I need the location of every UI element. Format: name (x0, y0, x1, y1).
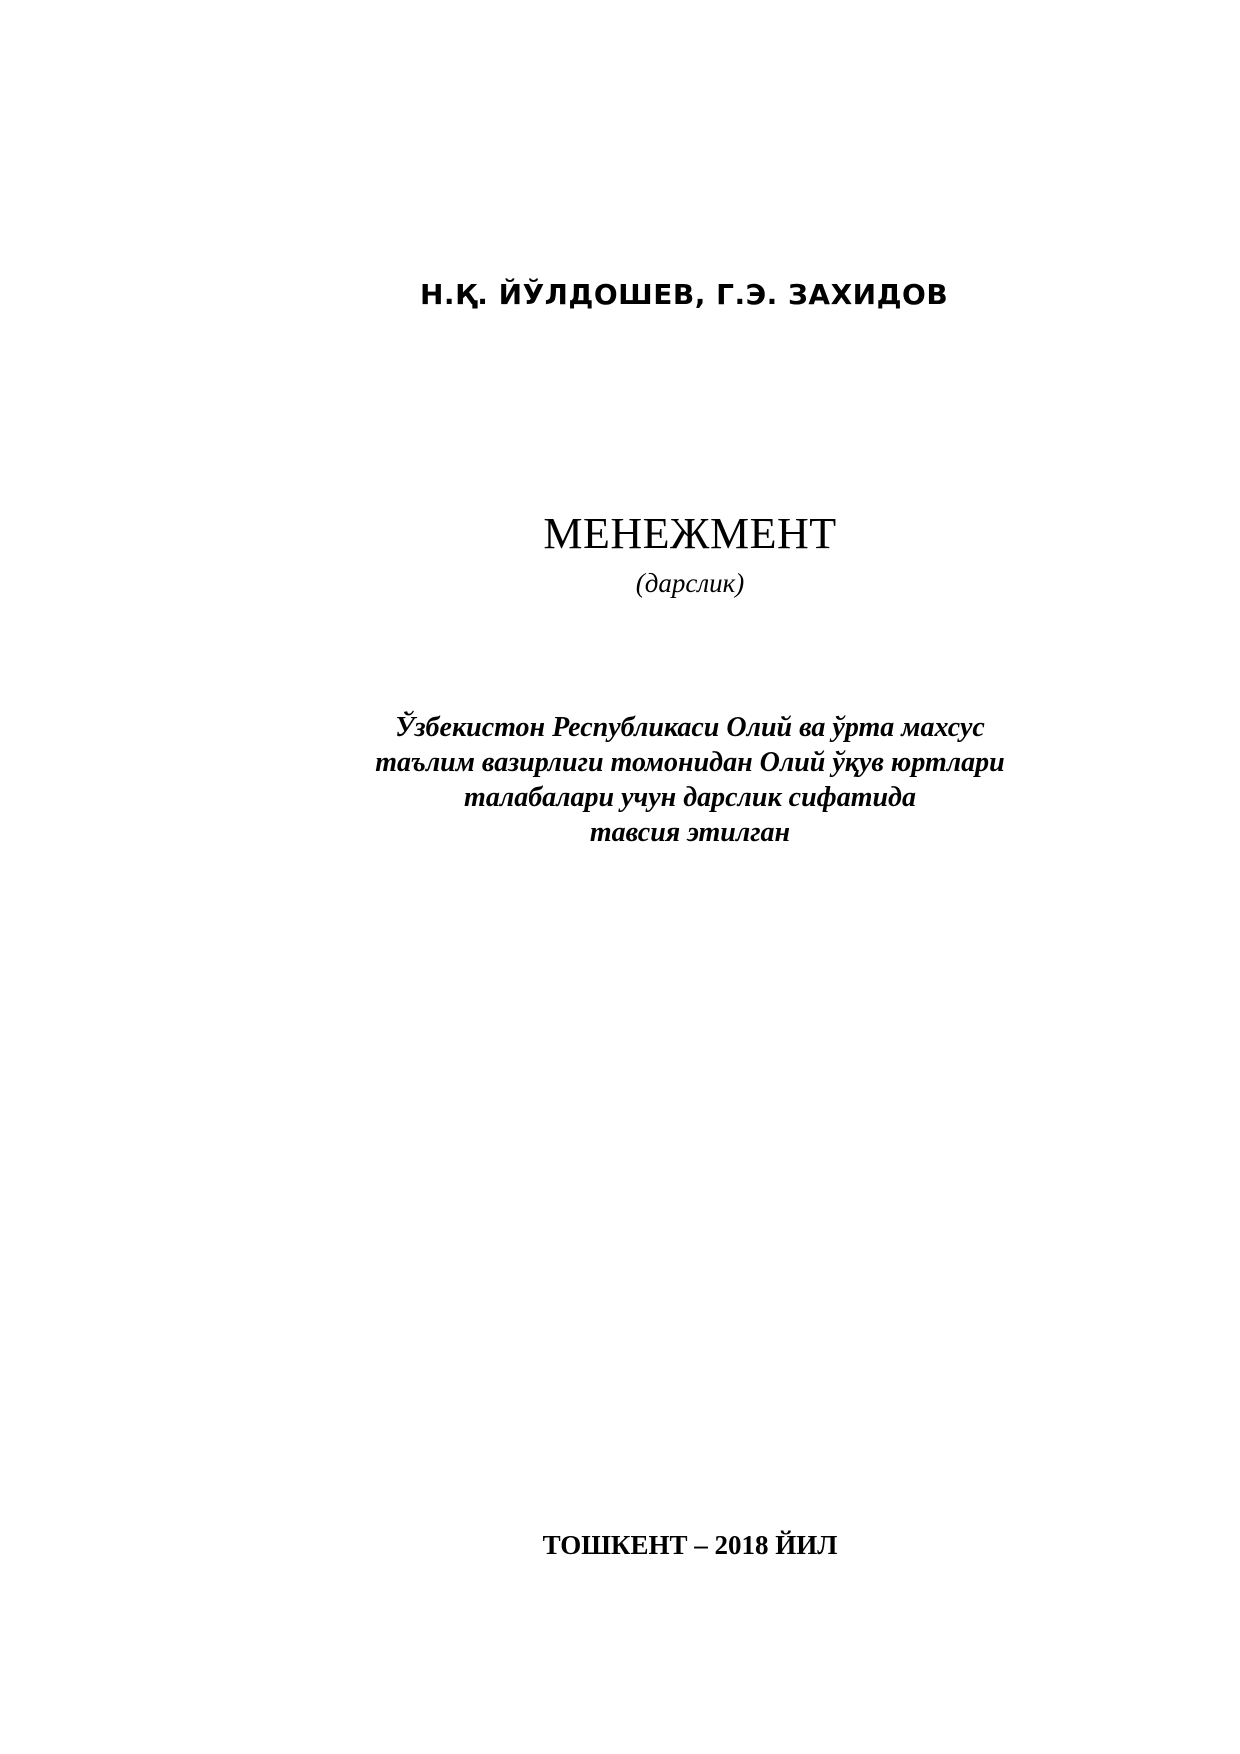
book-subtitle: (дарслик) (635, 568, 745, 598)
place-and-year: ТОШКЕНТ – 2018 ЙИЛ (542, 1530, 838, 1560)
book-title: МЕНЕЖМЕНТ (543, 509, 837, 558)
authors: Н.Қ. ЙЎЛДОШЕВ, Г.Э. ЗАХИДОВ (420, 278, 949, 311)
recommendation-line-1: Ўзбекистон Республикаси Олий ва ўрта махсус (395, 712, 985, 743)
recommendation-line-4: тавсия этилган (589, 817, 791, 848)
recommendation-line-2: таълим вазирлиги томонидан Олий ўқув юртлари (375, 747, 1005, 778)
recommendation-line-3: талабалари учун дарслик сифатида (464, 782, 916, 813)
recommendation-text (330, 710, 1050, 850)
